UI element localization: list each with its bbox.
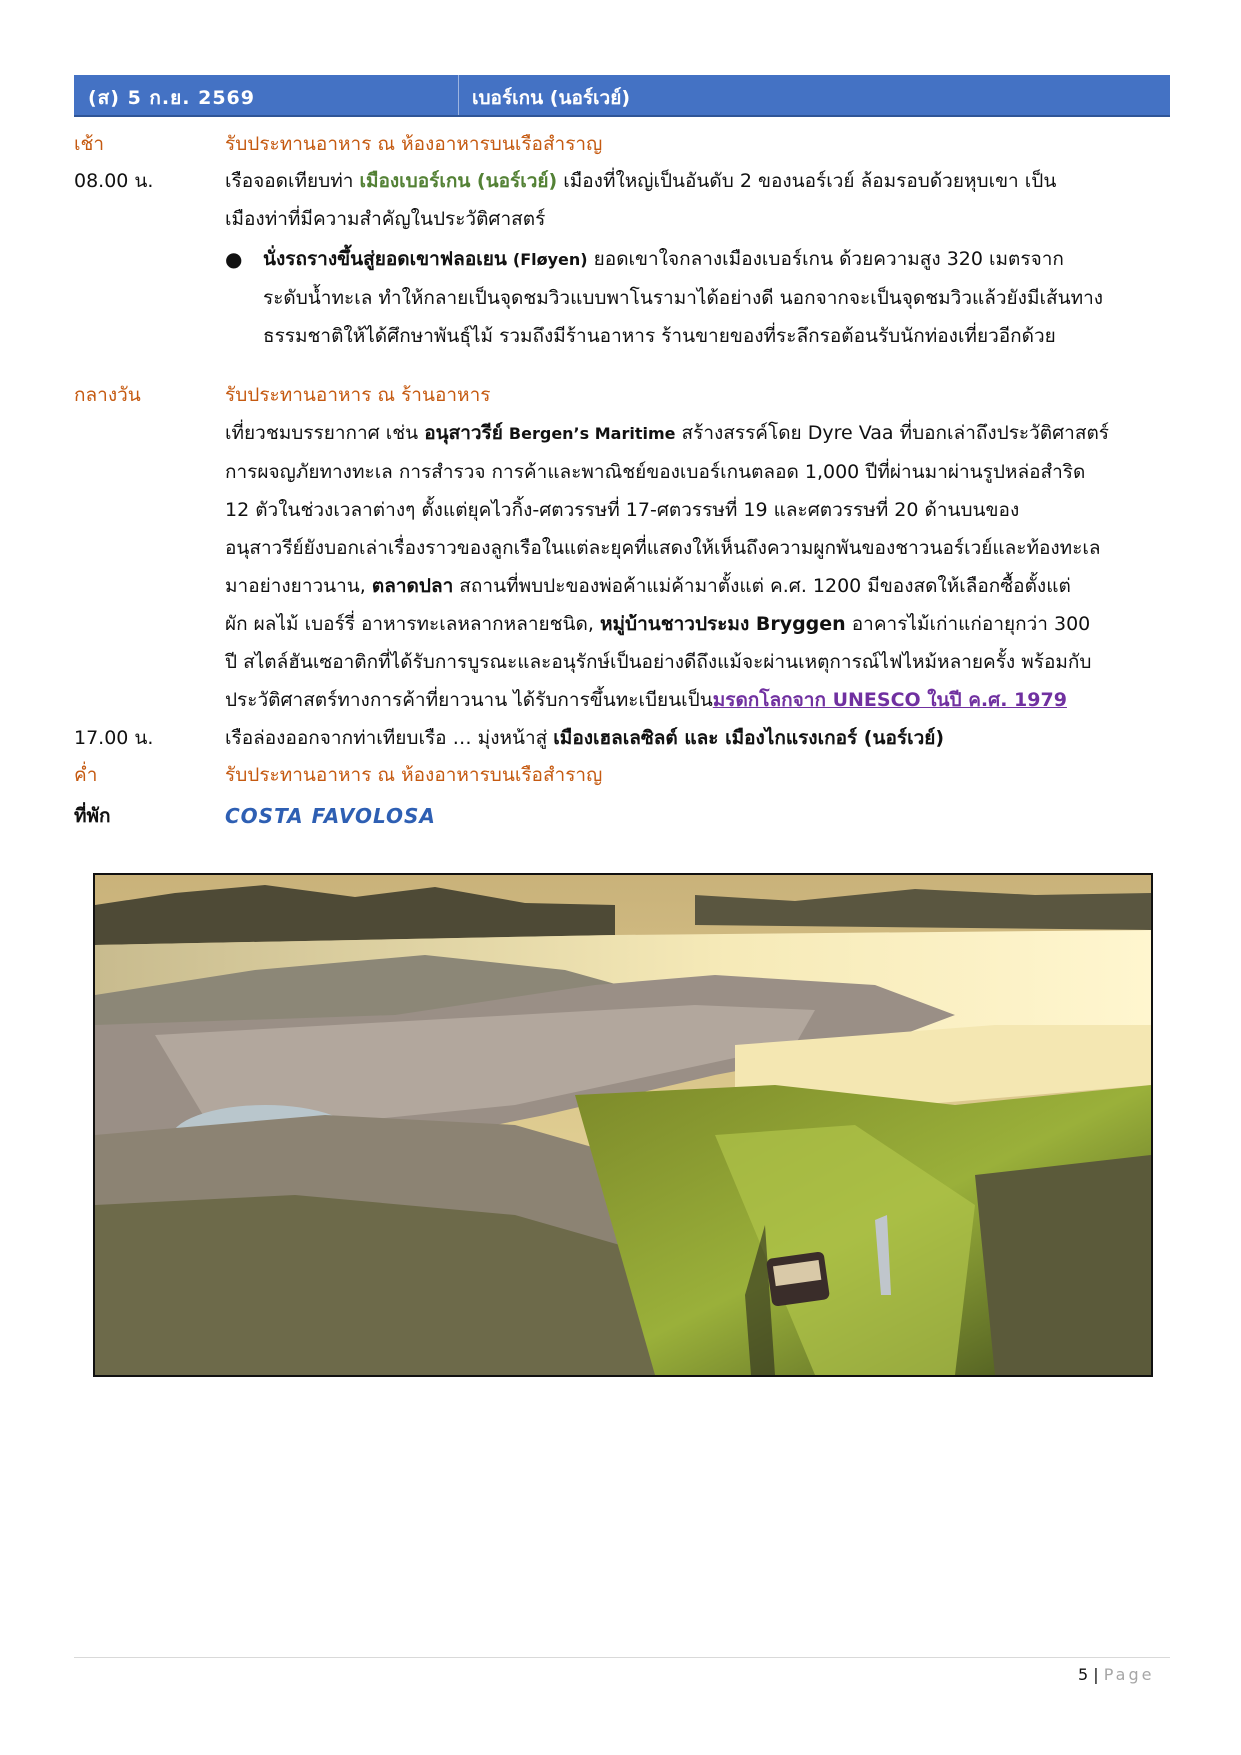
footer-divider: [74, 1657, 1170, 1658]
noon-p7: ปี สไตล์ฮันเซอาติกที่ได้รับการบูรณะและอนุรักษ์เป็นอย่างดีถึงแม้จะผ่านเหตุการณ์ไฟไหม้หลายครั้ง พร้อมกับ: [225, 651, 1092, 673]
bullet-icon: ●: [225, 247, 243, 271]
day-header-bar: [74, 75, 1170, 117]
time-label-1700: 17.00 น.: [74, 727, 154, 749]
time-label-evening: ค่ำ: [74, 764, 98, 786]
day-date: (ส) 5 ก.ย. 2569: [88, 87, 255, 109]
page-separator: |: [1088, 1665, 1104, 1684]
next-destination: เมืองเฮลเลซิลต์ และ เมืองไกแรงเกอร์ (นอร์เวย์): [553, 727, 945, 749]
floyen-line1: ยอดเขาใจกลางเมืองเบอร์เกน ด้วยความสูง 320 เมตรจาก: [587, 248, 1064, 270]
fish-market-name: ตลาดปลา: [371, 575, 454, 597]
floyen-title-en: (Fløyen): [512, 250, 588, 269]
noon-p1-a: เที่ยวชมบรรยากาศ เช่น: [225, 422, 425, 444]
noon-p6-c: อาคารไม้เก่าแก่อายุกว่า 300: [845, 613, 1091, 635]
noon-p2: การผจญภัยทางทะเล การสำรวจ การค้าและพาณิชย์ของเบอร์เกนตลอด 1,000 ปีที่ผ่านมาผ่านรูปหล่อสำริด: [225, 461, 1086, 483]
floyen-line2: ระดับน้ำทะเล ทำให้กลายเป็นจุดชมวิวแบบพาโนรามาได้อย่างดี นอกจากจะเป็นจุดชมวิวแล้วยังมีเส้นทาง: [263, 287, 1104, 309]
floyen-description: [263, 240, 1168, 355]
noon-p3: 12 ตัวในช่วงเวลาต่างๆ ตั้งแต่ยุคไวกิ้ง-ศตวรรษที่ 17-ศตวรรษที่ 19 และศตวรรษที่ 20 ด้านบนของ: [225, 499, 1020, 521]
day-destination: เบอร์เกน (นอร์เวย์): [472, 87, 631, 109]
floyen-line3: ธรรมชาติให้ได้ศึกษาพันธุ์ไม้ รวมถึงมีร้านอาหาร ร้านขายของที่ระลึกรอต้อนรับนักท่องเที่ยวอีกด้วย: [263, 325, 1056, 347]
bryggen-name: หมู่บ้านชาวประมง Bryggen: [599, 613, 846, 635]
noon-p8-a: ประวัติศาสตร์ทางการค้าที่ยาวนาน ได้รับการขึ้นทะเบียนเป็น: [225, 689, 713, 711]
noon-meal-text: รับประทานอาหาร ณ ร้านอาหาร: [225, 384, 491, 406]
noon-description: [225, 376, 1165, 719]
time-label-0800: 08.00 น.: [74, 170, 154, 192]
monument-name-th: อนุสาวรีย์: [424, 422, 503, 444]
page-word: Page: [1103, 1665, 1155, 1684]
header-divider: [458, 75, 459, 115]
hotel-label: ที่พัก: [74, 805, 111, 827]
noon-p5-a: มาอย่างยาวนาน,: [225, 575, 372, 597]
arrival-text-line2: เมืองท่าที่มีความสำคัญในประวัติศาสตร์: [225, 208, 546, 230]
time-label-morning: เช้า: [74, 133, 105, 155]
time-label-noon: กลางวัน: [74, 384, 141, 406]
page-number: 5: [1078, 1665, 1089, 1684]
bergen-photo-illustration: [95, 875, 1151, 1375]
morning-meal-text: รับประทานอาหาร ณ ห้องอาหารบนเรือสำราญ: [225, 133, 603, 155]
arrival-text-b: เมืองที่ใหญ่เป็นอันดับ 2 ของนอร์เวย์ ล้อมรอบด้วยหุบเขา เป็น: [557, 170, 1057, 192]
noon-p4: อนุสาวรีย์ยังบอกเล่าเรื่องราวของลูกเรือในแต่ละยุคที่แสดงให้เห็นถึงความผูกพันของชาวนอร์เวย์และท้องทะเล: [225, 537, 1101, 559]
bergen-panorama-photo: [93, 873, 1153, 1377]
unesco-link[interactable]: มรดกโลกจาก UNESCO ในปี ค.ศ. 1979: [712, 689, 1067, 711]
hotel-name: COSTA FAVOLOSA: [225, 804, 436, 828]
arrival-text-a: เรือจอดเทียบท่า: [225, 170, 360, 192]
arrival-description: [225, 162, 1165, 238]
monument-name-en: Bergen’s Maritime: [508, 424, 676, 443]
departure-text-a: เรือล่องออกจากท่าเทียบเรือ … มุ่งหน้าสู่: [225, 727, 554, 749]
noon-p5-c: สถานที่พบปะของพ่อค้าแม่ค้ามาตั้งแต่ ค.ศ. 1200 มีของสดให้เลือกซื้อตั้งแต่: [453, 575, 1071, 597]
noon-p1-c: สร้างสรรค์โดย Dyre Vaa ที่บอกเล่าถึงประวัติศาสตร์: [675, 422, 1109, 444]
departure-text: [225, 719, 1165, 757]
bergen-city-highlight: เมืองเบอร์เกน (นอร์เวย์): [359, 170, 558, 192]
floyen-title: นั่งรถรางขึ้นสู่ยอดเขาฟลอเยน: [263, 248, 507, 270]
noon-p6-a: ผัก ผลไม้ เบอร์รี่ อาหารทะเลหลากหลายชนิด,: [225, 613, 600, 635]
evening-meal-text: รับประทานอาหาร ณ ห้องอาหารบนเรือสำราญ: [225, 764, 603, 786]
page-footer: [1078, 1665, 1154, 1684]
